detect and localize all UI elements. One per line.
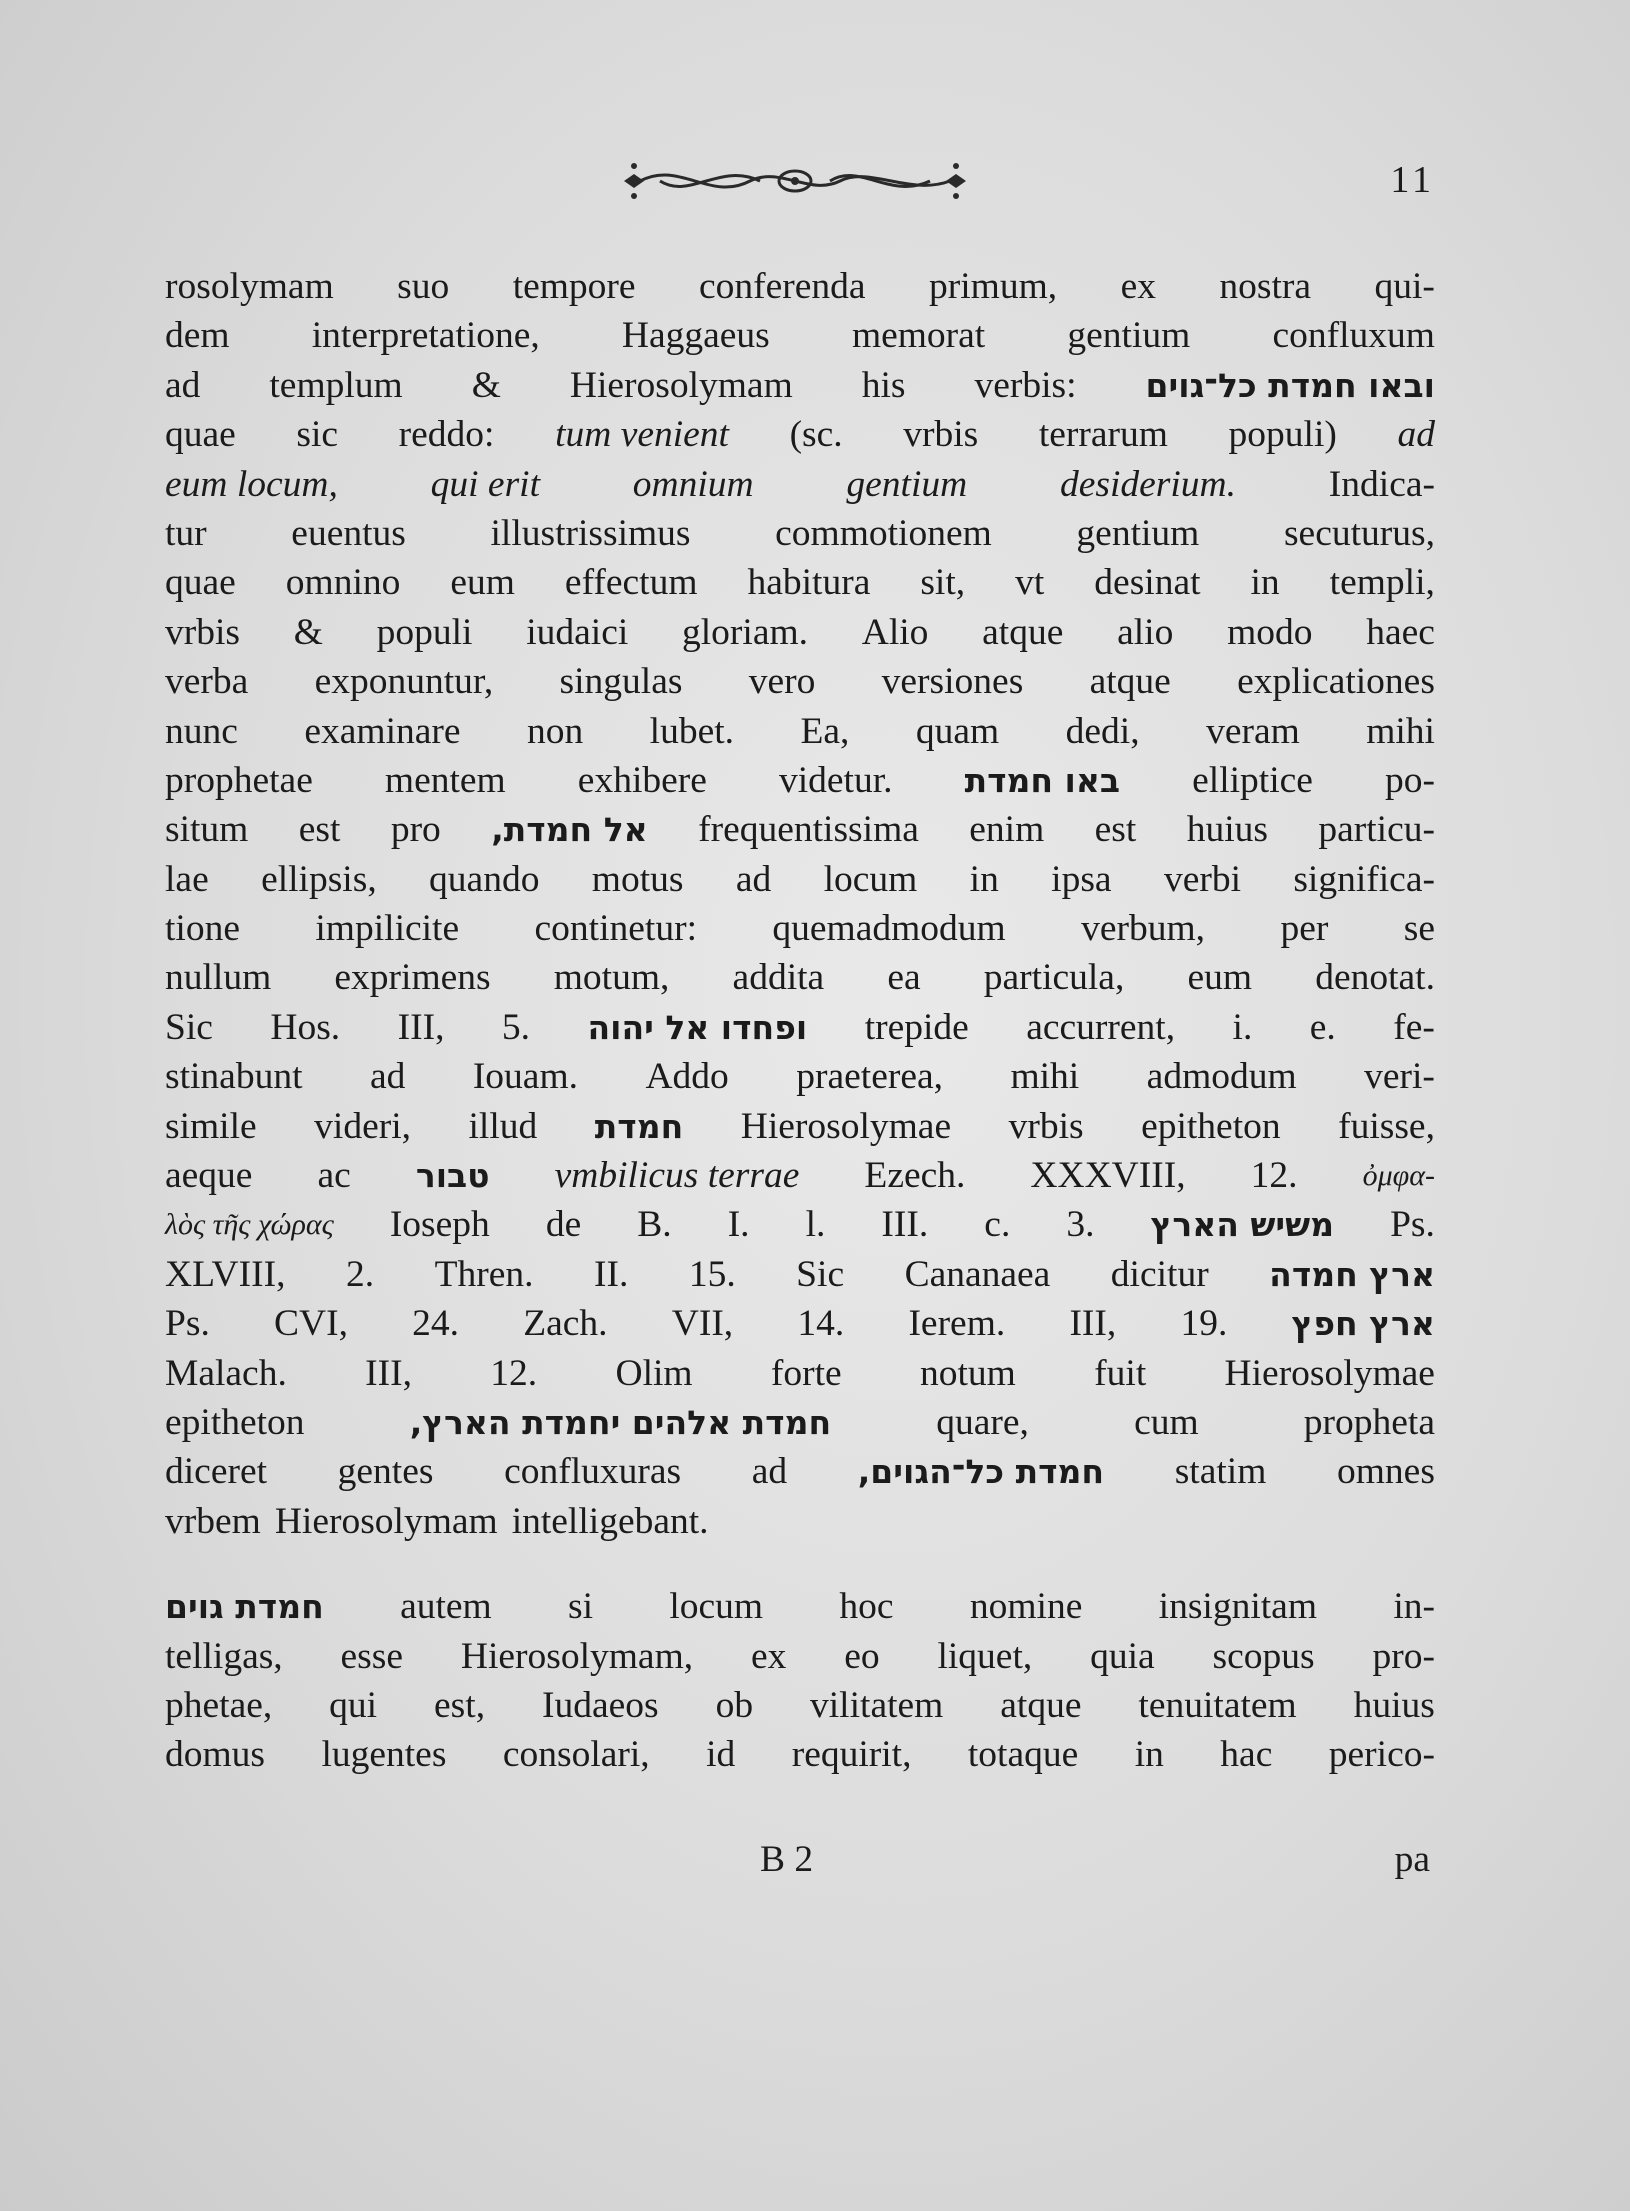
word: tur <box>165 512 207 554</box>
word: addita <box>732 957 825 999</box>
word: l. <box>805 1204 826 1246</box>
word: quare, <box>936 1401 1029 1443</box>
text-line <box>165 262 1435 311</box>
word: B. <box>637 1204 672 1246</box>
word: diceret <box>165 1451 268 1493</box>
word: tione <box>165 908 240 950</box>
italic-phrase: eum locum, <box>165 463 338 505</box>
word: desinat <box>1094 562 1201 604</box>
word: Ezech. <box>864 1155 966 1197</box>
text-line <box>165 1349 1435 1398</box>
text-line <box>165 855 1435 904</box>
word: 3. <box>1066 1204 1095 1246</box>
word: lae <box>165 858 209 900</box>
word: pro <box>390 809 441 851</box>
word: accurrent, <box>1026 1006 1176 1048</box>
hebrew-phrase: ובאו חמדת כל־גוים <box>1145 365 1435 405</box>
word: se <box>1403 908 1435 950</box>
text-line <box>165 1681 1435 1730</box>
word: quae <box>165 562 236 604</box>
word: 14. <box>797 1303 845 1345</box>
word: motus <box>591 858 684 900</box>
word: templum <box>269 364 403 406</box>
word: confluxum <box>1272 315 1435 357</box>
word: lugentes <box>321 1734 447 1776</box>
word: e. <box>1309 1006 1336 1048</box>
hebrew-phrase: משיש הארץ <box>1150 1205 1335 1245</box>
word: insignitam <box>1158 1586 1317 1628</box>
word: exhibere <box>577 759 707 801</box>
word: ea <box>887 957 921 999</box>
word: est, <box>434 1684 486 1726</box>
text-line <box>165 558 1435 607</box>
ornament-icon <box>620 150 970 212</box>
word: elliptice <box>1192 759 1313 801</box>
word: tempore <box>512 266 636 307</box>
word: Sic <box>165 1006 213 1048</box>
word: dedi, <box>1065 710 1140 752</box>
word: qui <box>329 1684 378 1726</box>
word: nunc <box>165 710 238 752</box>
text-line <box>165 509 1435 558</box>
word: Hierosolymae <box>1224 1352 1435 1394</box>
word: ad <box>165 364 201 406</box>
text-line <box>165 1632 1435 1681</box>
word: suo <box>397 266 450 307</box>
text-line <box>165 311 1435 360</box>
word: in <box>1250 562 1280 604</box>
word: III, <box>397 1006 445 1048</box>
word: Iudaeos <box>542 1684 659 1726</box>
word: atque <box>1089 661 1171 703</box>
word: consolari, <box>502 1734 650 1776</box>
word: situm <box>165 809 249 851</box>
word: 12. <box>1250 1155 1298 1197</box>
word: i. <box>1232 1006 1253 1048</box>
word: (sc. <box>789 414 843 456</box>
word: pro- <box>1372 1635 1435 1677</box>
word: atque <box>1000 1684 1082 1726</box>
text-line <box>165 904 1435 953</box>
word: eum <box>450 562 515 604</box>
word: atque <box>982 611 1064 653</box>
word: Hierosolymam <box>569 364 793 406</box>
word: I. <box>727 1204 750 1246</box>
word: verbi <box>1163 858 1241 900</box>
text-line <box>165 1497 1435 1546</box>
word: est <box>298 809 341 851</box>
word: vt <box>1015 562 1045 604</box>
word: mentem <box>384 759 506 801</box>
word: esse <box>340 1635 404 1677</box>
word: quae <box>165 414 236 456</box>
word: Iouam. <box>472 1056 578 1098</box>
text-line <box>165 657 1435 706</box>
word: Ioseph <box>389 1204 490 1246</box>
greek-phrase: ὀμφα- <box>1362 1159 1435 1193</box>
word: per <box>1280 908 1329 950</box>
word: exponuntur, <box>314 661 494 703</box>
word: nomine <box>969 1586 1083 1628</box>
paragraph-gap <box>165 1546 1435 1582</box>
text-line <box>165 805 1435 854</box>
word: mihi <box>1366 710 1435 752</box>
word: gentes <box>337 1451 434 1493</box>
text-line <box>165 1003 1435 1052</box>
word: in <box>1134 1734 1164 1776</box>
italic-phrase: desiderium. <box>1059 463 1237 505</box>
hebrew-phrase: חמדת אלהים יחמדת הארץ, <box>409 1402 832 1442</box>
word: conferenda <box>699 266 866 307</box>
word: 12. <box>490 1352 538 1394</box>
hebrew-phrase: חמדת <box>594 1106 684 1146</box>
word: eo <box>844 1635 880 1677</box>
text-line <box>165 1299 1435 1348</box>
word: CVI, <box>274 1303 348 1345</box>
hebrew-phrase: חמדת כל־הגוים, <box>857 1452 1105 1492</box>
word: III, <box>1069 1303 1117 1345</box>
word: si <box>568 1586 594 1628</box>
word: dem <box>165 315 230 357</box>
word: notum <box>920 1352 1016 1394</box>
word: III, <box>365 1352 412 1394</box>
word: gentium <box>1067 315 1191 357</box>
word: ellipsis, <box>261 858 377 900</box>
word: confluxuras <box>504 1451 682 1493</box>
word: illustrissimus <box>490 512 691 554</box>
word: II. <box>593 1253 629 1295</box>
word: locum <box>669 1586 764 1628</box>
word: terrarum <box>1038 414 1168 456</box>
word: Zach. <box>523 1303 608 1345</box>
word: quia <box>1090 1635 1155 1677</box>
word: XLVIII, <box>165 1253 286 1295</box>
word: & <box>471 364 501 406</box>
greek-phrase: λὸς τῆς χώρας <box>165 1208 334 1242</box>
italic-phrase: qui erit <box>430 463 541 505</box>
word: statim <box>1174 1451 1267 1493</box>
word: examinare <box>304 710 461 752</box>
word: reddo: <box>398 414 495 456</box>
word: Hos. <box>270 1006 341 1048</box>
paragraph-1 <box>165 262 1435 1546</box>
word: verbum, <box>1081 908 1206 950</box>
word: verba <box>165 661 249 703</box>
word: veri- <box>1364 1056 1435 1098</box>
word: requirit, <box>791 1734 912 1776</box>
word: eum <box>1187 957 1253 999</box>
page-footer <box>165 1838 1435 1888</box>
word: singulas <box>559 661 683 703</box>
word: ad <box>735 858 772 900</box>
italic-phrase: gentium <box>846 463 968 505</box>
word: videtur. <box>778 759 893 801</box>
word: omnino <box>285 562 401 604</box>
word: iudaici <box>526 611 629 653</box>
word: particu- <box>1318 809 1435 851</box>
word: in- <box>1393 1586 1435 1628</box>
word: forte <box>770 1352 842 1394</box>
word: motum, <box>553 957 670 999</box>
word: perico- <box>1328 1734 1435 1776</box>
hebrew-phrase: טבור <box>415 1156 490 1196</box>
word: intelligebant. <box>511 1500 709 1542</box>
word: XXXVIII, <box>1030 1155 1186 1197</box>
word: Ps. <box>1390 1204 1435 1246</box>
word: huius <box>1186 809 1268 851</box>
word: quemadmodum <box>772 908 1006 950</box>
word: phetae, <box>165 1684 273 1726</box>
text-line <box>165 361 1435 410</box>
word: Indica- <box>1328 463 1435 505</box>
paragraph-2 <box>165 1582 1435 1780</box>
word: haec <box>1366 611 1435 653</box>
word: non <box>526 710 584 752</box>
word: 15. <box>688 1253 736 1295</box>
word: videri, <box>314 1105 412 1147</box>
text-line <box>165 1730 1435 1779</box>
word: epitheton <box>165 1401 305 1443</box>
word: his <box>861 364 906 406</box>
word: euentus <box>291 512 406 554</box>
word: id <box>706 1734 736 1776</box>
hebrew-phrase: באו חמדת <box>964 760 1121 800</box>
word: continetur: <box>534 908 697 950</box>
text-line <box>165 1052 1435 1101</box>
word: exprimens <box>334 957 491 999</box>
word: fuit <box>1094 1352 1147 1394</box>
word: mihi <box>1010 1056 1080 1098</box>
word: Ea, <box>800 710 850 752</box>
word: ex <box>1120 266 1156 307</box>
italic-phrase: ad <box>1397 414 1435 456</box>
word: & <box>293 611 323 653</box>
word: Ierem. <box>908 1303 1006 1345</box>
word: lubet. <box>649 710 735 752</box>
word: commotionem <box>775 512 992 554</box>
word: gloriam. <box>682 611 809 653</box>
word: liquet, <box>937 1635 1033 1677</box>
hebrew-phrase: ארץ חפץ <box>1291 1304 1435 1344</box>
word: significa- <box>1293 858 1435 900</box>
text-line <box>165 1398 1435 1447</box>
catchword: pa <box>1394 1839 1430 1880</box>
word: Addo <box>645 1056 729 1098</box>
word: aeque <box>165 1155 253 1197</box>
word: quando <box>429 858 540 900</box>
word: Malach. <box>165 1352 287 1394</box>
text-line <box>165 1447 1435 1496</box>
hebrew-phrase: ארץ חמדה <box>1269 1254 1435 1294</box>
word: vrbis <box>1008 1105 1084 1147</box>
word: primum, <box>929 266 1058 307</box>
word: populi <box>376 611 473 653</box>
hebrew-phrase: ופחדו אל יהוה <box>587 1007 808 1047</box>
text-line <box>165 410 1435 459</box>
word: 19. <box>1180 1303 1228 1345</box>
text-line <box>165 1151 1435 1200</box>
word: III. <box>881 1204 929 1246</box>
word: Hierosolymam, <box>460 1635 694 1677</box>
word: in <box>969 858 999 900</box>
text-line <box>165 756 1435 805</box>
word: ex <box>750 1635 787 1677</box>
word: ad <box>369 1056 406 1098</box>
word: explicationes <box>1237 661 1435 703</box>
word: 5. <box>501 1006 531 1048</box>
word: populi) <box>1228 414 1337 456</box>
word: trepide <box>864 1006 969 1048</box>
italic-phrase: vmbilicus terrae <box>554 1155 800 1197</box>
word: vrbis <box>903 414 979 456</box>
word: locum <box>823 858 918 900</box>
word: verbis: <box>974 364 1077 406</box>
word: ac <box>317 1155 351 1197</box>
text-line <box>165 1582 1435 1631</box>
word: memorat <box>851 315 986 357</box>
italic-phrase: omnium <box>632 463 754 505</box>
body-text <box>165 262 1435 1780</box>
word: versiones <box>881 661 1024 703</box>
text-line <box>165 608 1435 657</box>
word: est <box>1094 809 1137 851</box>
word: omnes <box>1337 1451 1435 1493</box>
hebrew-phrase: חמדת גוים <box>165 1587 324 1627</box>
word: hac <box>1220 1734 1273 1776</box>
word: quam <box>915 710 1000 752</box>
word: frequentissima <box>698 809 919 851</box>
word: Hierosolymam <box>274 1500 498 1542</box>
word: illud <box>468 1105 538 1147</box>
page-number: 11 <box>1390 159 1435 201</box>
text-line <box>165 460 1435 509</box>
word: ipsa <box>1051 858 1112 900</box>
word: secuturus, <box>1283 512 1435 554</box>
word: Hierosolymae <box>740 1105 952 1147</box>
word: telligas, <box>165 1635 283 1677</box>
word: vrbis <box>165 611 240 653</box>
text-line <box>165 953 1435 1002</box>
word: effectum <box>564 562 698 604</box>
word: VII, <box>671 1303 734 1345</box>
word: Cananaea <box>904 1253 1051 1295</box>
word: dicitur <box>1110 1253 1209 1295</box>
word: fuisse, <box>1338 1105 1435 1147</box>
word: sit, <box>920 562 966 604</box>
word: Olim <box>615 1352 693 1394</box>
word: sic <box>296 414 339 456</box>
word: modo <box>1227 611 1313 653</box>
word: c. <box>984 1204 1011 1246</box>
word: tenuitatem <box>1138 1684 1297 1726</box>
word: stinabunt <box>165 1056 303 1098</box>
word: templi, <box>1329 562 1435 604</box>
word: prophetae <box>165 759 313 801</box>
word: hoc <box>839 1586 894 1628</box>
word: simile <box>165 1105 257 1147</box>
word: Sic <box>796 1253 845 1295</box>
signature-mark: B 2 <box>760 1839 814 1880</box>
text-line <box>165 1250 1435 1299</box>
word: denotat. <box>1315 957 1435 999</box>
word: Alio <box>861 611 929 653</box>
word: po- <box>1384 759 1435 801</box>
word: de <box>545 1204 582 1246</box>
text-line <box>165 1102 1435 1151</box>
word: 2. <box>345 1253 375 1295</box>
word: qui- <box>1374 266 1435 307</box>
word: particula, <box>983 957 1125 999</box>
word: vero <box>748 661 816 703</box>
word: alio <box>1117 611 1174 653</box>
word: cum <box>1134 1401 1199 1443</box>
word: impilicite <box>315 908 460 950</box>
word: praeterea, <box>796 1056 943 1098</box>
text-line <box>165 1200 1435 1249</box>
word: autem <box>400 1586 492 1628</box>
word: nostra <box>1219 266 1312 307</box>
word: Haggaeus <box>621 315 770 357</box>
word: huius <box>1353 1684 1435 1726</box>
word: vilitatem <box>810 1684 944 1726</box>
word: enim <box>969 809 1045 851</box>
italic-phrase: tum venient <box>555 414 729 456</box>
hebrew-phrase: אל חמדת, <box>491 810 648 850</box>
word: habitura <box>747 562 871 604</box>
word: epitheton <box>1141 1105 1281 1147</box>
word: gentium <box>1076 512 1200 554</box>
word: 24. <box>412 1303 460 1345</box>
word: Ps. <box>165 1303 210 1345</box>
word: fe- <box>1393 1006 1435 1048</box>
word: Thren. <box>434 1253 534 1295</box>
word: rosolymam <box>165 266 334 307</box>
word: ad <box>751 1451 788 1493</box>
word: domus <box>165 1734 266 1776</box>
word: propheta <box>1303 1401 1435 1443</box>
text-line <box>165 707 1435 756</box>
word: vrbem <box>165 1500 261 1542</box>
word: nullum <box>165 957 272 999</box>
word: ob <box>715 1684 754 1726</box>
word: veram <box>1206 710 1300 752</box>
word: scopus <box>1212 1635 1315 1677</box>
word: interpretatione, <box>311 315 540 357</box>
word: totaque <box>967 1734 1079 1776</box>
word: admodum <box>1146 1056 1297 1098</box>
